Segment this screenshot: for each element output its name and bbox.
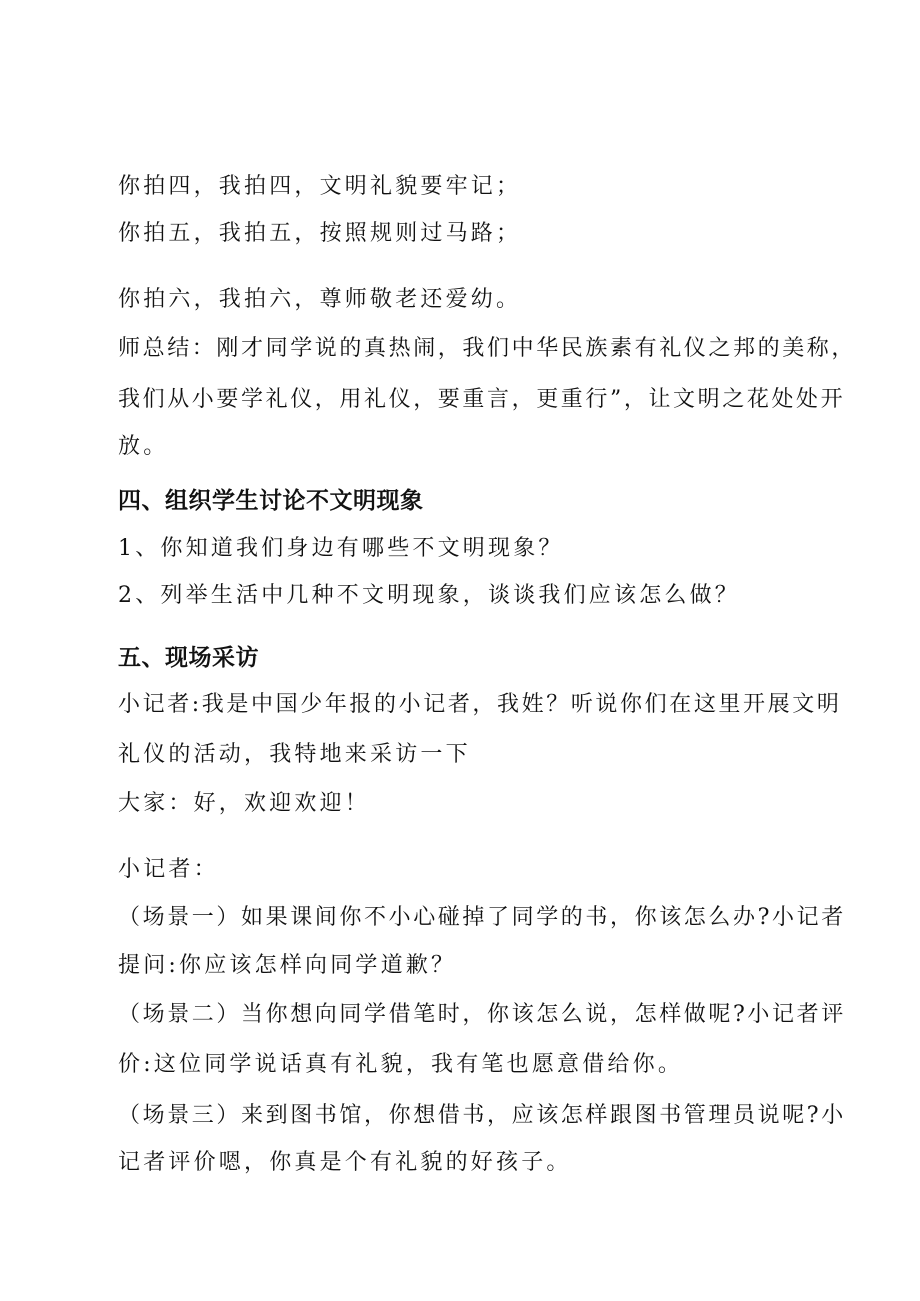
teacher-summary-line-1: 师总结：刚才同学说的真热闹，我们中华民族素有礼仪之邦的美称， [118, 336, 857, 361]
scene-1-line-1: （场景一）如果课间你不小心碰掉了同学的书，你该怎么办?小记者 [118, 905, 846, 930]
section-4-heading: 四、组织学生讨论不文明现象 [118, 488, 424, 514]
interview-line-3: 大家：好，欢迎欢迎！ [118, 791, 371, 816]
scene-3-line-1: （场景三）来到图书馆，你想借书，应该怎样跟图书管理员说呢?小 [118, 1103, 846, 1128]
section-5-heading: 五、现场采访 [118, 645, 259, 671]
scene-2-line-1: （场景二）当你想向同学借笔时，你该怎么说，怎样做呢?小记者评 [118, 1002, 846, 1027]
section-4-question-1: 1、你知道我们身边有哪些不文明现象？ [118, 536, 564, 561]
scene-2-line-2: 价:这位同学说话真有礼貌，我有笔也愿意借给你。 [118, 1052, 684, 1077]
scene-1-line-2: 提问:你应该怎样向同学道歉？ [118, 953, 457, 978]
teacher-summary-line-3: 放。 [118, 434, 169, 459]
interview-line-4: 小记者： [118, 857, 219, 882]
rhyme-line-6: 你拍六，我拍六，尊师敬老还爱幼。 [118, 287, 522, 312]
section-4-question-2: 2、列举生活中几种不文明现象，谈谈我们应该怎么做？ [118, 583, 740, 608]
rhyme-line-5: 你拍五，我拍五，按照规则过马路； [118, 221, 522, 246]
teacher-summary-line-2: 我们从小要学礼仪，用礼仪，要重言，更重行”，让文明之花处处开 [118, 387, 846, 412]
rhyme-line-4: 你拍四，我拍四，文明礼貌要牢记； [118, 174, 522, 199]
interview-line-2: 礼仪的活动，我特地来采访一下 [118, 742, 471, 767]
scene-3-line-2: 记者评价嗯，你真是个有礼貌的好孩子。 [118, 1150, 572, 1175]
interview-line-1: 小记者:我是中国少年报的小记者，我姓？听说你们在这里开展文明 [118, 692, 842, 717]
